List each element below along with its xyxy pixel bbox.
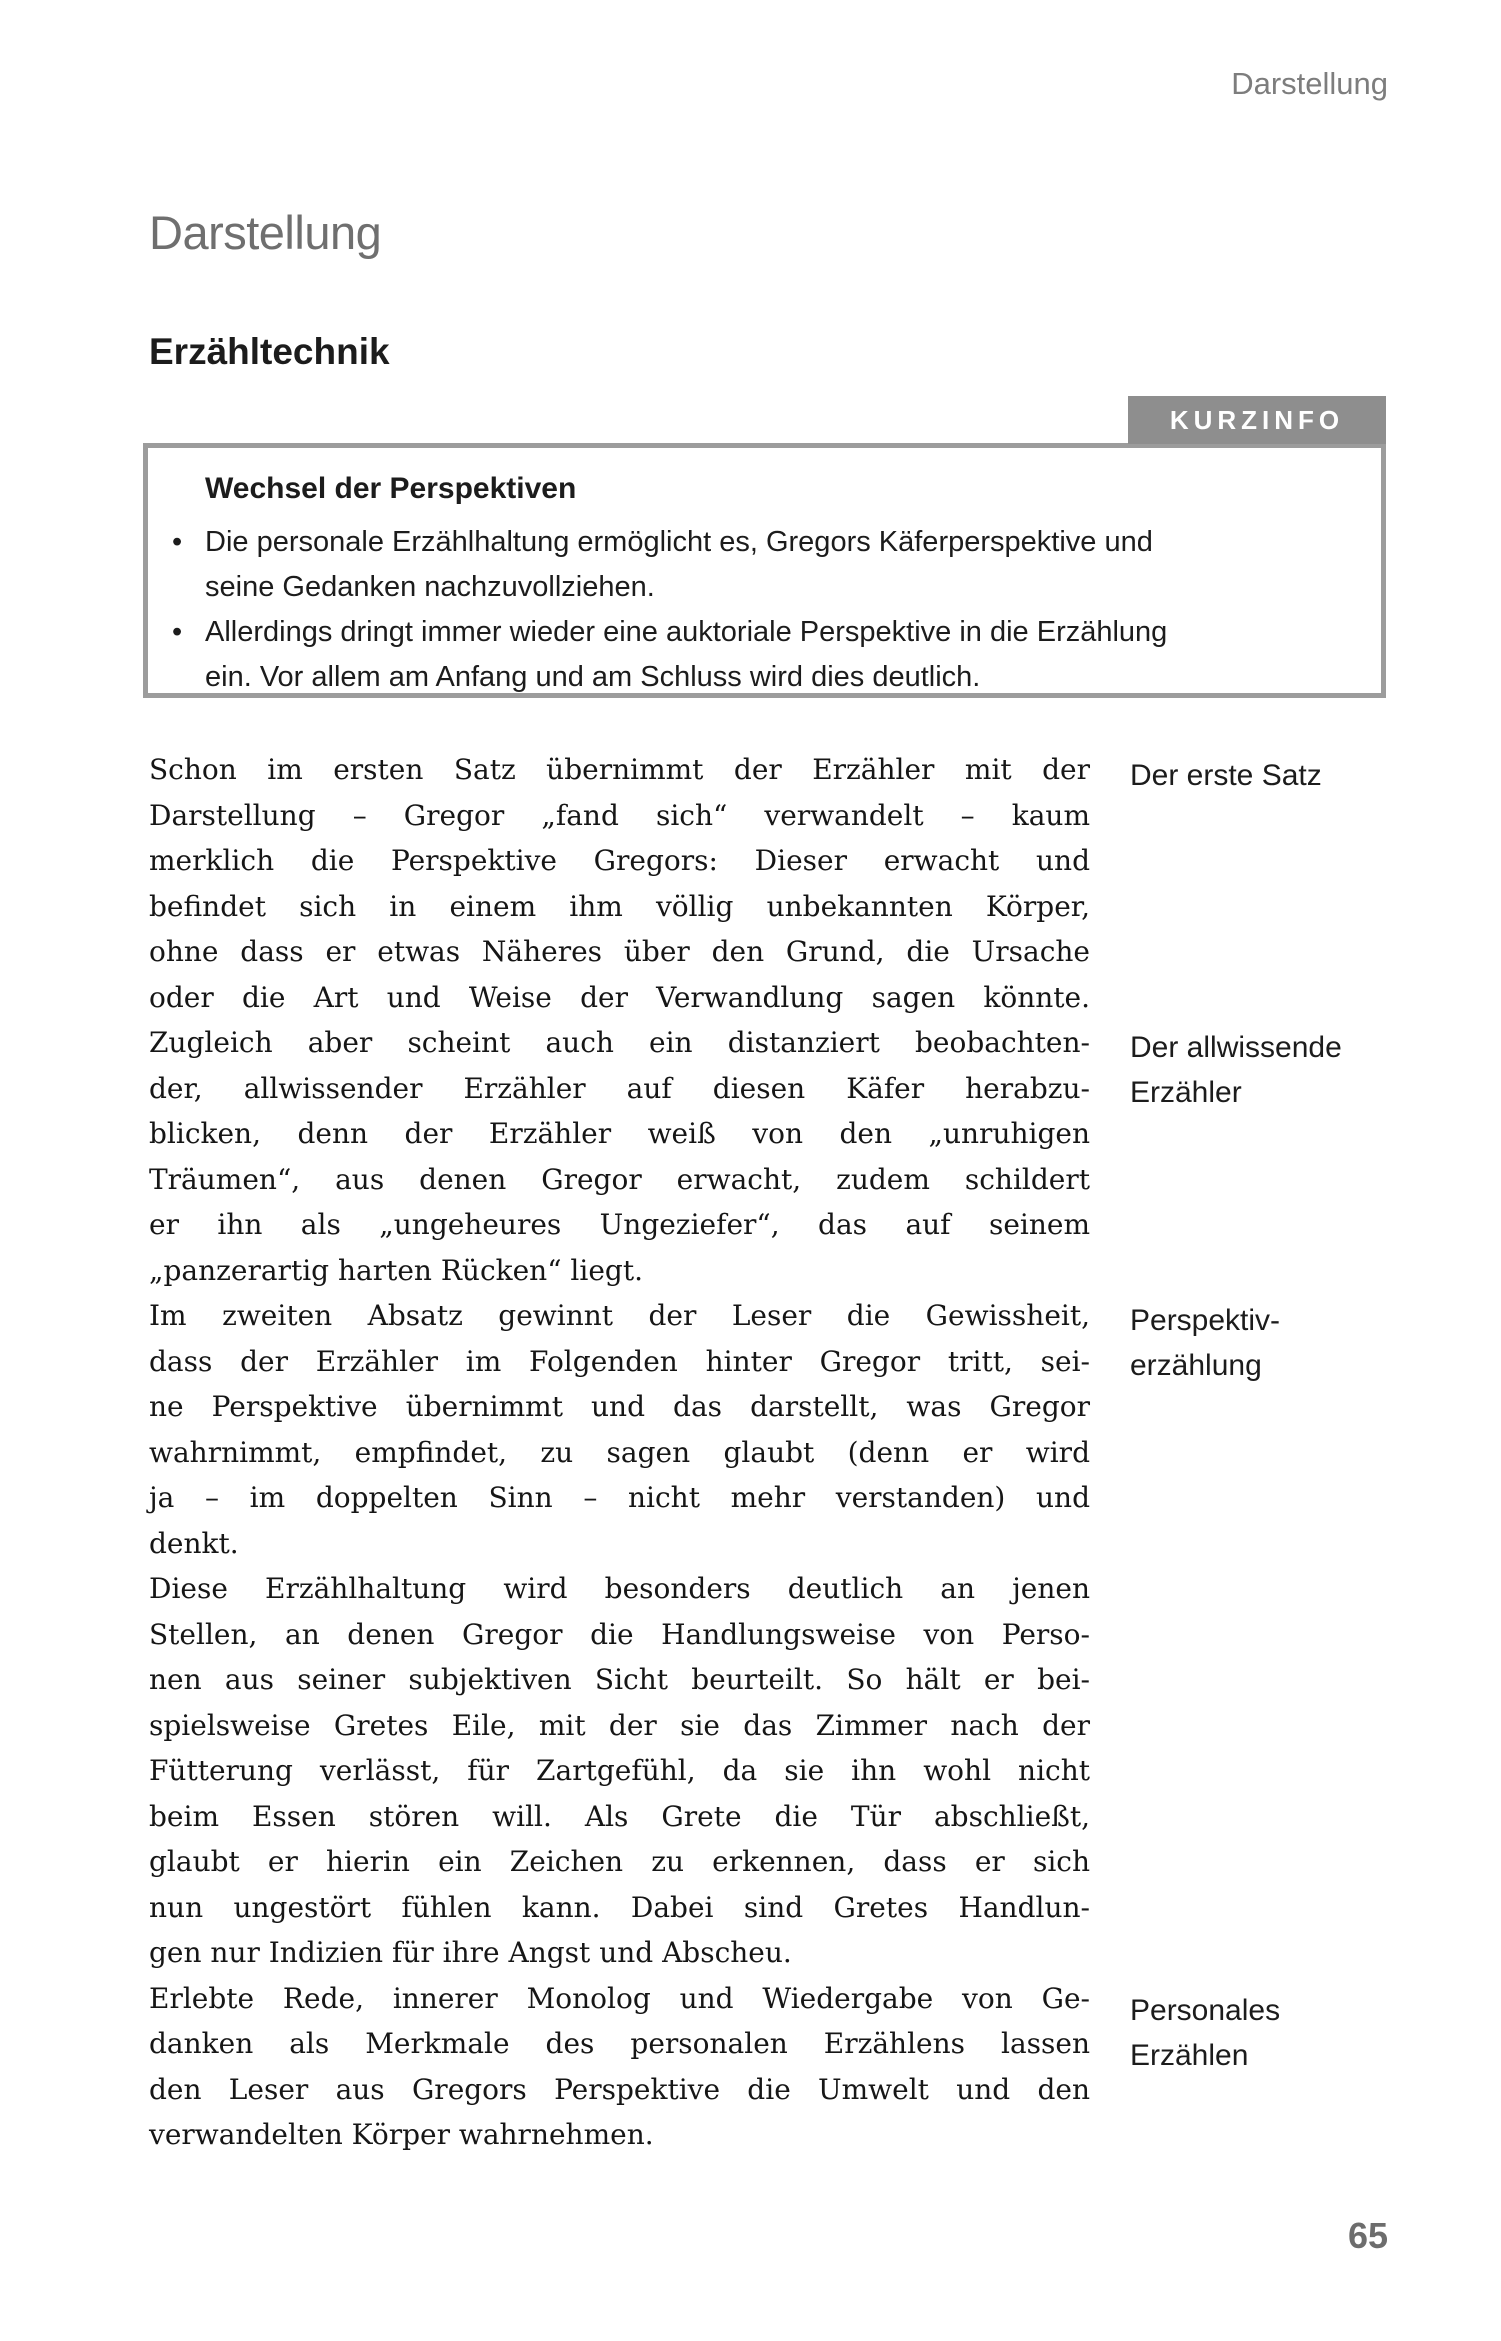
running-header: Darstellung	[1231, 66, 1388, 101]
margin-note-der-erste-satz: Der erste Satz	[1130, 759, 1322, 792]
bullet-icon: •	[172, 526, 183, 558]
margin-note-personales-erzaehlen: Personales Erzählen	[1130, 1994, 1281, 2072]
body-paragraph: Schon im ersten Satz übernimmt der Erzähler mit der Darstellung – Gregor „fand sich“ verwandelt – kaum merklich die Perspektive Gregors: Dieser erwacht und befindet sich in einem ihm völlig unbekannten Körper, ohne dass er etwas Näheres über den Grund, die Ursache oder die Art und Weise der Verwandlung sagen könnte. Zugleich aber scheint auch ein distanziert beobachten- der, allwissender Erzähler auf diesen Käfer herabzu- blicken, denn der Erzähler weiß von den „unruhigen Träumen“, aus denen Gregor erwacht, zudem schildert er ihn als „ungeheures Ungeziefer“, das auf seinem „panzerartig harten Rücken“ liegt.	[149, 753, 1090, 1287]
margin-note-perspektiverzaehlung: Perspektiv- erzählung	[1130, 1304, 1281, 1382]
body-paragraph: Diese Erzählhaltung wird besonders deutlich an jenen Stellen, an denen Gregor die Handlungsweise von Perso- nen aus seiner subjektiven Sicht beurteilt. So hält er bei- spielsweise Gretes Eile, mit der sie das Zimmer nach der Fütterung verlässt, für Zartgefühl, da sie ihn wohl nicht beim Essen stören will. Als Grete die Tür abschließt, glaubt er hierin ein Zeichen zu erkennen, dass er sich nun ungestört fühlen kann. Dabei sind Gretes Handlun- gen nur Indizien für ihre Angst und Abscheu.	[149, 1572, 1090, 1969]
kurzinfo-tab-label: KURZINFO	[1128, 396, 1386, 444]
bullet-icon: •	[172, 616, 183, 648]
kurzinfo-bullet-item	[172, 610, 1341, 700]
body-paragraph: Erlebte Rede, innerer Monolog und Wiedergabe von Ge- danken als Merkmale des personalen Erzählens lassen den Leser aus Gregors Perspektive die Umwelt und den verwandelten Körper wahrnehmen.	[149, 1981, 1090, 2151]
kurzinfo-bullet-item	[172, 520, 1341, 610]
margin-note-der-allwissende-erzaehler: Der allwissende Erzähler	[1130, 1031, 1342, 1109]
body-text-column	[149, 747, 1090, 2158]
kurzinfo-box-title: Wechsel der Perspektiven	[205, 472, 577, 505]
body-paragraph: Im zweiten Absatz gewinnt der Leser die Gewissheit, dass der Erzähler im Folgenden hinter Gregor tritt, sei- ne Perspektive übernimmt und das darstellt, was Gregor wahrnimmt, empfindet, zu sagen glaubt (denn er wird ja – im doppelten Sinn – nicht mehr verstanden) und denkt.	[149, 1299, 1090, 1560]
page-title: Darstellung	[149, 206, 382, 259]
kurzinfo-box	[143, 443, 1386, 698]
section-heading: Erzähltechnik	[149, 331, 390, 372]
page-number: 65	[1347, 2215, 1388, 2256]
kurzinfo-bullet-text: Allerdings dringt immer wieder eine auktoriale Perspektive in die Erzählung ein. Vor allem am Anfang und am Schluss wird dies deutlich.	[205, 616, 1168, 693]
kurzinfo-bullet-text: Die personale Erzählhaltung ermöglicht es, Gregors Käferperspektive und seine Gedanken nachzuvollziehen.	[205, 526, 1153, 603]
